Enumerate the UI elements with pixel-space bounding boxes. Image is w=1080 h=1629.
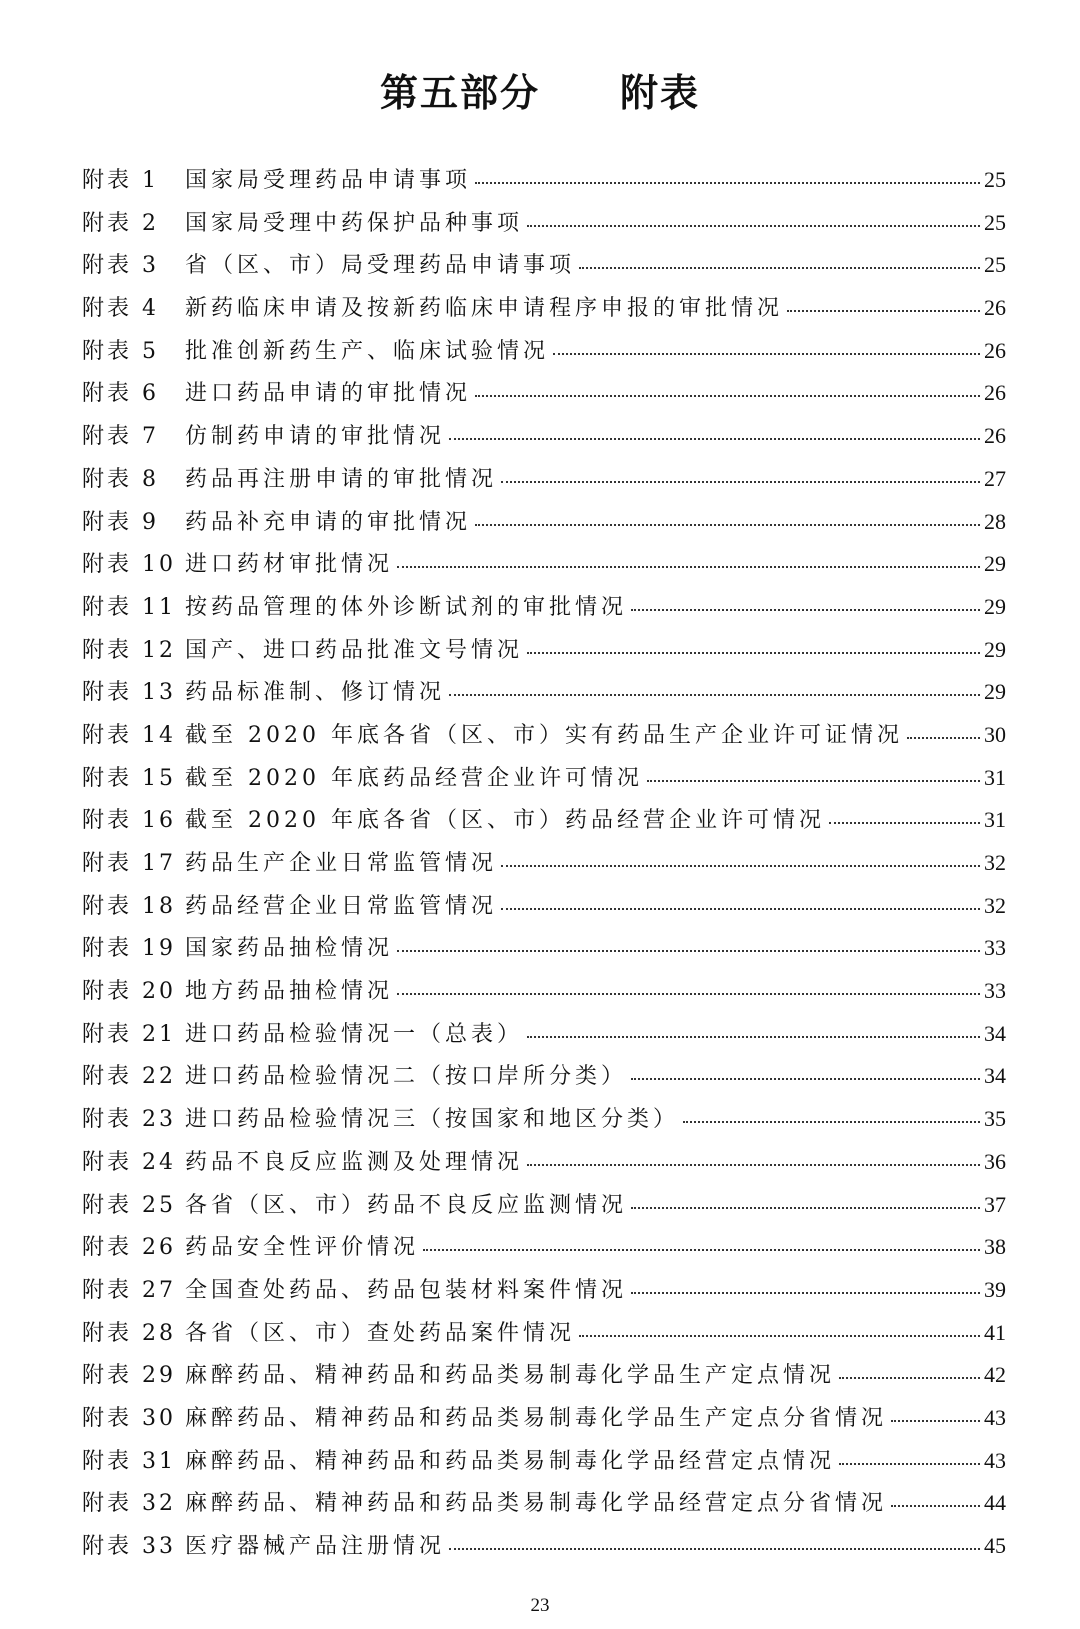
toc-entry-label: 附表 12 [82, 637, 176, 663]
toc-entry-page: 33 [984, 935, 1006, 961]
toc-entry[interactable] [82, 1273, 1006, 1316]
toc-entry[interactable] [82, 1188, 1006, 1231]
toc-entry-title: 按药品管理的体外诊断试剂的审批情况 [185, 594, 628, 620]
toc-entry-label: 附表 22 [82, 1064, 176, 1090]
toc-entry-label: 附表 20 [82, 979, 176, 1005]
toc-entry[interactable] [82, 974, 1006, 1017]
toc-entry[interactable] [82, 206, 1006, 249]
toc-entry-page: 26 [984, 295, 1006, 321]
toc-entry[interactable] [82, 376, 1006, 419]
toc-entry-label: 附表 25 [82, 1192, 176, 1218]
toc-entry-label: 附表 30 [82, 1405, 176, 1431]
toc-entry-title: 医疗器械产品注册情况 [185, 1534, 446, 1559]
toc-entry-page: 28 [984, 508, 1006, 534]
toc-entry-label: 附表 7 [82, 424, 159, 450]
dot-leader [475, 395, 980, 397]
toc-entry-label: 附表 19 [82, 936, 176, 962]
page-number: 23 [530, 1595, 550, 1616]
toc-entry-page: 42 [984, 1362, 1006, 1388]
toc-entry-title: 截至 2020 年底药品经营企业许可情况 [185, 765, 643, 791]
dot-leader [527, 225, 980, 227]
dot-leader [501, 481, 980, 483]
toc-entry[interactable] [82, 931, 1006, 974]
toc-entry-label: 附表 10 [82, 552, 176, 578]
toc-entry-page: 33 [984, 978, 1006, 1004]
dot-leader [631, 1207, 980, 1209]
table-of-contents [82, 163, 1006, 1572]
toc-entry[interactable] [82, 718, 1006, 761]
toc-entry-title: 进口药材审批情况 [185, 552, 394, 578]
dot-leader [397, 950, 980, 952]
toc-entry[interactable] [82, 590, 1006, 633]
toc-entry[interactable] [82, 1444, 1006, 1487]
toc-entry-page: 45 [984, 1533, 1006, 1558]
toc-entry[interactable] [82, 761, 1006, 804]
toc-entry-label: 附表 21 [82, 1021, 176, 1047]
toc-entry-page: 43 [984, 1447, 1006, 1473]
toc-entry-title: 各省（区、市）药品不良反应监测情况 [185, 1192, 628, 1218]
toc-entry-page: 27 [984, 465, 1006, 491]
toc-entry-title: 国家局受理药品申请事项 [185, 168, 472, 193]
toc-entry-title: 国家药品抽检情况 [185, 936, 394, 962]
toc-entry-title: 仿制药申请的审批情况 [185, 424, 446, 450]
toc-entry-title: 截至 2020 年底各省（区、市）实有药品生产企业许可证情况 [185, 722, 903, 748]
toc-entry-label: 附表 29 [82, 1363, 176, 1389]
toc-entry-title: 麻醉药品、精神药品和药品类易制毒化学品生产定点情况 [185, 1363, 836, 1389]
dot-leader [647, 780, 980, 782]
toc-entry[interactable] [82, 1059, 1006, 1102]
toc-entry-page: 26 [984, 423, 1006, 449]
toc-entry-label: 附表 3 [82, 253, 159, 279]
toc-entry-label: 附表 5 [82, 338, 159, 364]
dot-leader [397, 993, 980, 995]
dot-leader [631, 609, 980, 611]
dot-leader [787, 310, 980, 312]
toc-entry-page: 34 [984, 1063, 1006, 1089]
dot-leader [475, 524, 980, 526]
toc-entry-title: 药品生产企业日常监管情况 [185, 851, 498, 876]
toc-entry[interactable] [82, 1102, 1006, 1145]
toc-entry-title: 批准创新药生产、临床试验情况 [185, 338, 550, 364]
toc-entry-page: 35 [984, 1106, 1006, 1132]
toc-entry-title: 截至 2020 年底各省（区、市）药品经营企业许可情况 [185, 808, 825, 834]
page-title: 第五部分 附表 [379, 71, 700, 115]
dot-leader [829, 822, 980, 824]
toc-entry[interactable] [82, 291, 1006, 334]
toc-entry-title: 地方药品抽检情况 [185, 979, 394, 1005]
dot-leader [839, 1377, 980, 1379]
toc-entry[interactable] [82, 1316, 1006, 1359]
toc-entry[interactable] [82, 803, 1006, 846]
toc-entry-page: 26 [984, 337, 1006, 363]
dot-leader [579, 267, 980, 269]
toc-entry-page: 29 [984, 593, 1006, 619]
toc-entry[interactable] [82, 505, 1006, 548]
toc-entry-page: 37 [984, 1191, 1006, 1217]
toc-entry[interactable] [82, 846, 1006, 889]
toc-entry-label: 附表 31 [82, 1448, 176, 1474]
toc-entry-label: 附表 2 [82, 210, 159, 236]
toc-entry-label: 附表 13 [82, 680, 176, 706]
dot-leader [553, 353, 980, 355]
dot-leader [891, 1420, 980, 1422]
toc-entry-label: 附表 14 [82, 722, 176, 748]
toc-entry-title: 国家局受理中药保护品种事项 [185, 210, 524, 236]
toc-entry-title: 全国查处药品、药品包装材料案件情况 [185, 1277, 628, 1303]
toc-entry-title: 药品补充申请的审批情况 [185, 509, 472, 535]
toc-entry-title: 药品安全性评价情况 [185, 1235, 420, 1261]
toc-entry-page: 41 [984, 1319, 1006, 1345]
toc-entry-label: 附表 16 [82, 808, 176, 834]
dot-leader [475, 182, 980, 184]
toc-entry-label: 附表 24 [82, 1149, 176, 1175]
toc-entry[interactable] [82, 675, 1006, 718]
toc-entry-page: 30 [984, 721, 1006, 747]
toc-entry-label: 附表 9 [82, 509, 159, 535]
toc-entry-title: 各省（区、市）查处药品案件情况 [185, 1320, 576, 1346]
toc-entry-title: 药品标准制、修订情况 [185, 680, 446, 706]
toc-entry-label: 附表 15 [82, 765, 176, 791]
toc-entry-label: 附表 1 [82, 168, 159, 193]
toc-entry-page: 29 [984, 636, 1006, 662]
toc-entry-page: 29 [984, 551, 1006, 577]
toc-entry[interactable] [82, 633, 1006, 676]
toc-entry[interactable] [82, 334, 1006, 377]
toc-entry-title: 省（区、市）局受理药品申请事项 [185, 253, 576, 279]
toc-entry[interactable] [82, 1230, 1006, 1273]
toc-entry[interactable] [82, 889, 1006, 932]
toc-entry[interactable] [82, 419, 1006, 462]
dot-leader [397, 566, 980, 568]
toc-entry-page: 25 [984, 252, 1006, 278]
dot-leader [423, 1249, 980, 1251]
toc-entry-title: 国产、进口药品批准文号情况 [185, 637, 524, 663]
toc-entry-page: 34 [984, 1020, 1006, 1046]
dot-leader [839, 1463, 980, 1465]
toc-entry[interactable] [82, 1486, 1006, 1529]
dot-leader [449, 438, 980, 440]
toc-entry-label: 附表 18 [82, 893, 176, 919]
dot-leader [891, 1505, 980, 1507]
toc-entry[interactable] [82, 1017, 1006, 1060]
dot-leader [449, 694, 980, 696]
toc-entry-page: 31 [984, 764, 1006, 790]
toc-entry-title: 进口药品检验情况一（总表） [185, 1021, 524, 1047]
toc-entry-title: 新药临床申请及按新药临床申请程序申报的审批情况 [185, 296, 784, 322]
dot-leader [501, 865, 980, 867]
dot-leader [527, 1036, 980, 1038]
toc-entry-page: 25 [984, 167, 1006, 192]
toc-entry[interactable] [82, 163, 1006, 206]
toc-entry-page: 29 [984, 679, 1006, 705]
toc-entry-page: 32 [984, 850, 1006, 875]
toc-entry-title: 麻醉药品、精神药品和药品类易制毒化学品经营定点情况 [185, 1448, 836, 1474]
toc-entry-title: 进口药品申请的审批情况 [185, 381, 472, 407]
toc-entry-title: 药品再注册申请的审批情况 [185, 466, 498, 492]
dot-leader [449, 1548, 980, 1550]
toc-entry-page: 36 [984, 1148, 1006, 1174]
toc-entry-label: 附表 33 [82, 1534, 176, 1559]
toc-entry-title: 麻醉药品、精神药品和药品类易制毒化学品经营定点分省情况 [185, 1491, 888, 1517]
toc-entry-page: 25 [984, 209, 1006, 235]
toc-entry-page: 44 [984, 1490, 1006, 1516]
toc-entry[interactable] [82, 1358, 1006, 1401]
toc-entry-label: 附表 6 [82, 381, 159, 407]
dot-leader [631, 1078, 980, 1080]
toc-entry-title: 进口药品检验情况三（按国家和地区分类） [185, 1107, 680, 1133]
toc-entry[interactable] [82, 1401, 1006, 1444]
toc-entry-label: 附表 8 [82, 466, 159, 492]
dot-leader [579, 1335, 980, 1337]
toc-entry-label: 附表 4 [82, 296, 159, 322]
toc-entry-title: 麻醉药品、精神药品和药品类易制毒化学品生产定点分省情况 [185, 1405, 888, 1431]
toc-entry-title: 药品不良反应监测及处理情况 [185, 1149, 524, 1175]
toc-entry-label: 附表 26 [82, 1235, 176, 1261]
toc-entry[interactable] [82, 1145, 1006, 1188]
toc-entry-page: 43 [984, 1404, 1006, 1430]
toc-entry-page: 38 [984, 1234, 1006, 1260]
toc-entry-label: 附表 11 [82, 594, 176, 620]
toc-entry-label: 附表 32 [82, 1491, 176, 1517]
toc-entry-label: 附表 17 [82, 851, 176, 876]
dot-leader [683, 1121, 980, 1123]
toc-entry-title: 进口药品检验情况二（按口岸所分类） [185, 1064, 628, 1090]
toc-entry[interactable] [82, 462, 1006, 505]
toc-entry-page: 31 [984, 807, 1006, 833]
toc-entry[interactable] [82, 1529, 1006, 1572]
toc-entry-title: 药品经营企业日常监管情况 [185, 893, 498, 919]
toc-entry-page: 26 [984, 380, 1006, 406]
dot-leader [501, 908, 980, 910]
dot-leader [907, 737, 980, 739]
toc-entry[interactable] [82, 248, 1006, 291]
toc-entry-page: 39 [984, 1276, 1006, 1302]
dot-leader [631, 1292, 980, 1294]
toc-entry-label: 附表 27 [82, 1277, 176, 1303]
dot-leader [527, 652, 980, 654]
toc-entry-label: 附表 23 [82, 1107, 176, 1133]
toc-entry-page: 32 [984, 892, 1006, 918]
toc-entry[interactable] [82, 547, 1006, 590]
dot-leader [527, 1164, 980, 1166]
toc-entry-label: 附表 28 [82, 1320, 176, 1346]
